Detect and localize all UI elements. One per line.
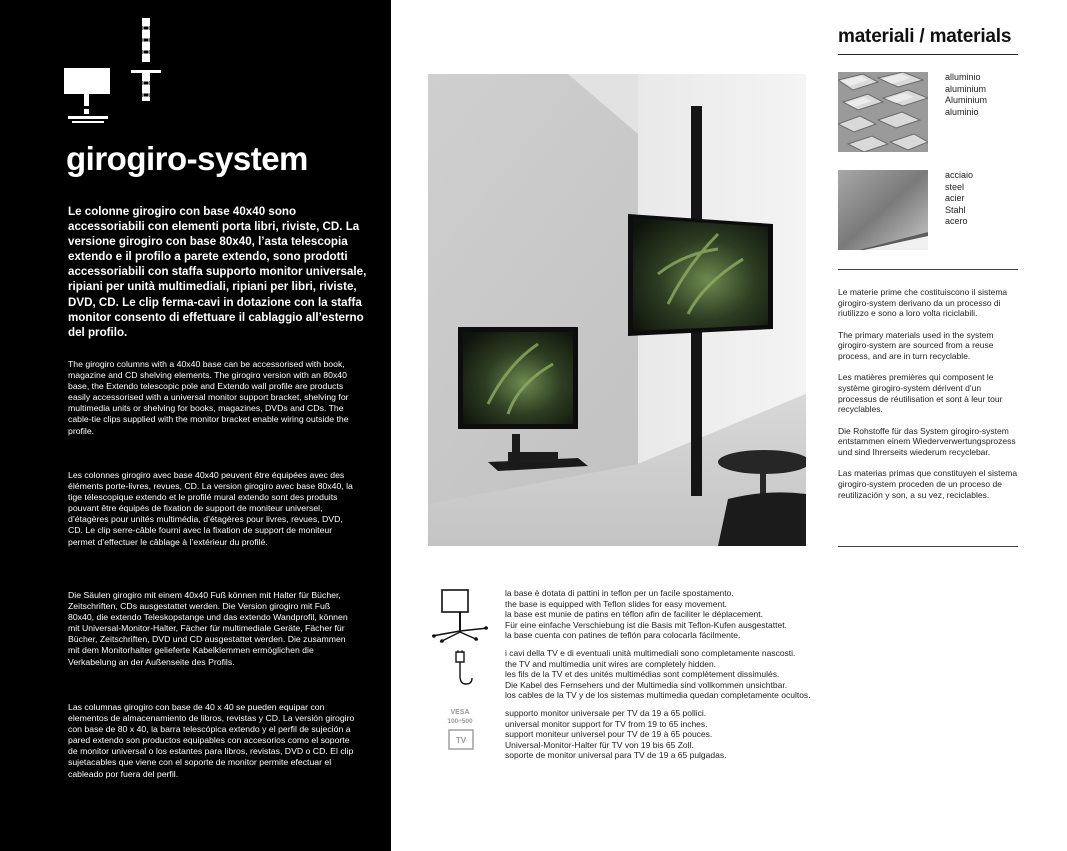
materials-paragraph-it: Le materie prime che costituiscono il sistema girogiro-system derivano da un processo di riutilizzo e sono a loro volta riciclabili.: [838, 287, 1008, 319]
cable-plug-icon: [430, 650, 490, 690]
vesa-tv-icon: [430, 706, 490, 754]
material-name: acier: [945, 193, 965, 203]
feature-line: la base è dotata di pattini in teflon per un facile spostamento.: [505, 588, 734, 598]
material-name: alluminio: [945, 72, 981, 82]
material-name: aluminium: [945, 83, 987, 94]
feature-line: the TV and multimedia unit wires are completely hidden.: [505, 658, 717, 669]
feature-base-text: [505, 588, 835, 641]
steel-swatch: [838, 170, 928, 250]
feature-line: la base est munie de patins en téflon afin de faciliter le déplacement.: [505, 609, 763, 620]
material-name: Stahl: [945, 204, 966, 215]
page-title: girogiro-system: [66, 140, 308, 177]
feature-line: the base is equipped with Teflon slides for easy movement.: [505, 598, 727, 609]
description-french: Les colonnes girogiro avec base 40x40 peuvent être équipées avec des éléments porte-livres, revues, CD. La version girogiro avec base 80x40, la tige télescopique extendo et le profilé mural extendo sont des produits pouvant être équipés de fixation de support de moniteur universel, d’étagères pour unités multimédia, d’étagères pour livres, revues, DVD, CD. Le clip serre-câble fourni avec la fixation de support de moniteur permet d’effectuer le câblage à l’extérieur du profilé.: [68, 470, 353, 547]
left-panel: [0, 0, 391, 851]
girogiro-diagram-icon: [62, 16, 182, 128]
material-name: aluminio: [945, 106, 979, 117]
divider: [838, 54, 1018, 55]
material-name: Aluminium: [945, 95, 988, 105]
material-name: acero: [945, 216, 968, 226]
aluminium-swatch: [838, 72, 928, 152]
feature-line: supporto monitor universale per TV da 19 a 65 pollici.: [505, 708, 707, 718]
tv-base-icon: [430, 586, 490, 644]
feature-line: la base cuenta con patines de teflón para colocarla fácilmente.: [505, 630, 741, 641]
materials-heading: materiali / materials: [838, 26, 1012, 47]
feature-cables-text: [505, 648, 835, 701]
feature-line: les fils de la TV et des unités multimédias sont complètement dissimulés.: [505, 669, 780, 680]
divider: [838, 546, 1018, 547]
description-english: The girogiro columns with a 40x40 base can be accessorised with book, magazine and CD shelving elements. The girogiro version with an 80x40 base, the Extendo telescopic pole and Extendo wall profile are products easily accessorised with a universal monitor support bracket, shelving for multimedia units or shelving for books, magazines, DVDs and CDs. The cable-tie clips supplied with the monitor bracket enable wiring outside the profile.: [68, 359, 349, 436]
intro-italian: Le colonne girogiro con base 40x40 sono accessoriabili con elementi porta libri, riviste, CD. La versione girogiro con base 80x40, l’asta telescopia extendo e il profilo a parete extendo, sono prodotti accessoriabili con staffa supporto monitor universale, ripiani per unità multimediali, ripiani per libri, riviste, DVD, CD. Le clip ferma-cavi in dotazione con la staffa monitor consento di effettuare il cablaggio all’esterno del profilo.: [68, 205, 367, 339]
feature-line: Universal-Monitor-Halter für TV von 19 bis 65 Zoll.: [505, 739, 694, 750]
feature-line: Die Kabel des Fernsehers und der Multimedia sind vollkommen unsichtbar.: [505, 679, 788, 690]
description-german: Die Säulen girogiro mit einem 40x40 Fuß können mit Halter für Bücher, Zeitschriften, CDs ausgestattet werden. Die Version girogiro mit Fuß 80x40, die extendo Teleskopstange und das extendo Wandprofil, können mit Universal-Monitor-Halter, Fächer für multimediale Geräte, Fächer für Bücher, Zeitschriften, DVD und CD ausgestattet werden. Die zusammen mit dem Monitorhalter gelieferte Kabelklemmen ermöglichen die Verkabelung an der Außenseite des Profils.: [68, 590, 348, 667]
materials-description: [838, 287, 1018, 511]
vesa-label: VESA: [450, 709, 470, 716]
product-photo: [428, 74, 806, 546]
aluminium-names: [945, 72, 987, 118]
feature-line: universal monitor support for TV from 19 to 65 inches.: [505, 718, 708, 729]
divider: [838, 269, 1018, 270]
feature-line: i cavi della TV e di eventuali unità multimediali sono completamente nascosti.: [505, 648, 796, 658]
material-name: steel: [945, 181, 965, 192]
feature-line: Für eine einfache Verschiebung ist die Basis mit Teflon-Kufen ausgestattet.: [505, 619, 787, 630]
feature-line: los cables de la TV y de los sistemas multimedia quedan completamente ocultos.: [505, 690, 811, 701]
materials-paragraph-fr: Les matières premières qui composent le système girogiro-system dérivent d’un processus de réutilisation et sont à leur tour recyclables.: [838, 372, 1003, 415]
feature-line: soporte de monitor universal para TV de 19 a 65 pulgadas.: [505, 750, 727, 761]
description-spanish: Las columnas girogiro con base de 40 x 40 se pueden equipar con elementos de almacenamiento de libros, revistas y CD. La versión girogiro con base de 80 x 40, la barra telescópica extendo y el perfil de sujeción a pared extendo son productos equipables con accesorios como el soporte de monitor universal o los estantes para libros, revistas, DVD o CD. El clip sujetacables que viene con el soporte de monitor permite efectuar el cableado por fuera del perfil.: [68, 702, 355, 779]
feature-line: support moniteur universel pour TV de 19 à 65 pouces.: [505, 729, 713, 740]
feature-vesa-text: [505, 708, 835, 761]
vesa-tv-label: TV: [455, 736, 467, 745]
material-name: acciaio: [945, 170, 974, 180]
materials-paragraph-es: Las materias primas que constituyen el sistema girogiro-system proceden de un proceso de reutilización y son, a su vez, reciclables.: [838, 468, 1018, 500]
materials-paragraph-de: Die Rohstoffe für das System girogiro-system entstammen einem Wiederverwertungsprozess und sind Ihrerseits wiederum recyclebar.: [838, 425, 1016, 457]
vesa-size: 100÷500: [447, 718, 473, 725]
steel-names: [945, 170, 973, 228]
materials-paragraph-en: The primary materials used in the system girogiro-system are sourced from a reuse process, and are in turn recyclable.: [838, 329, 994, 362]
